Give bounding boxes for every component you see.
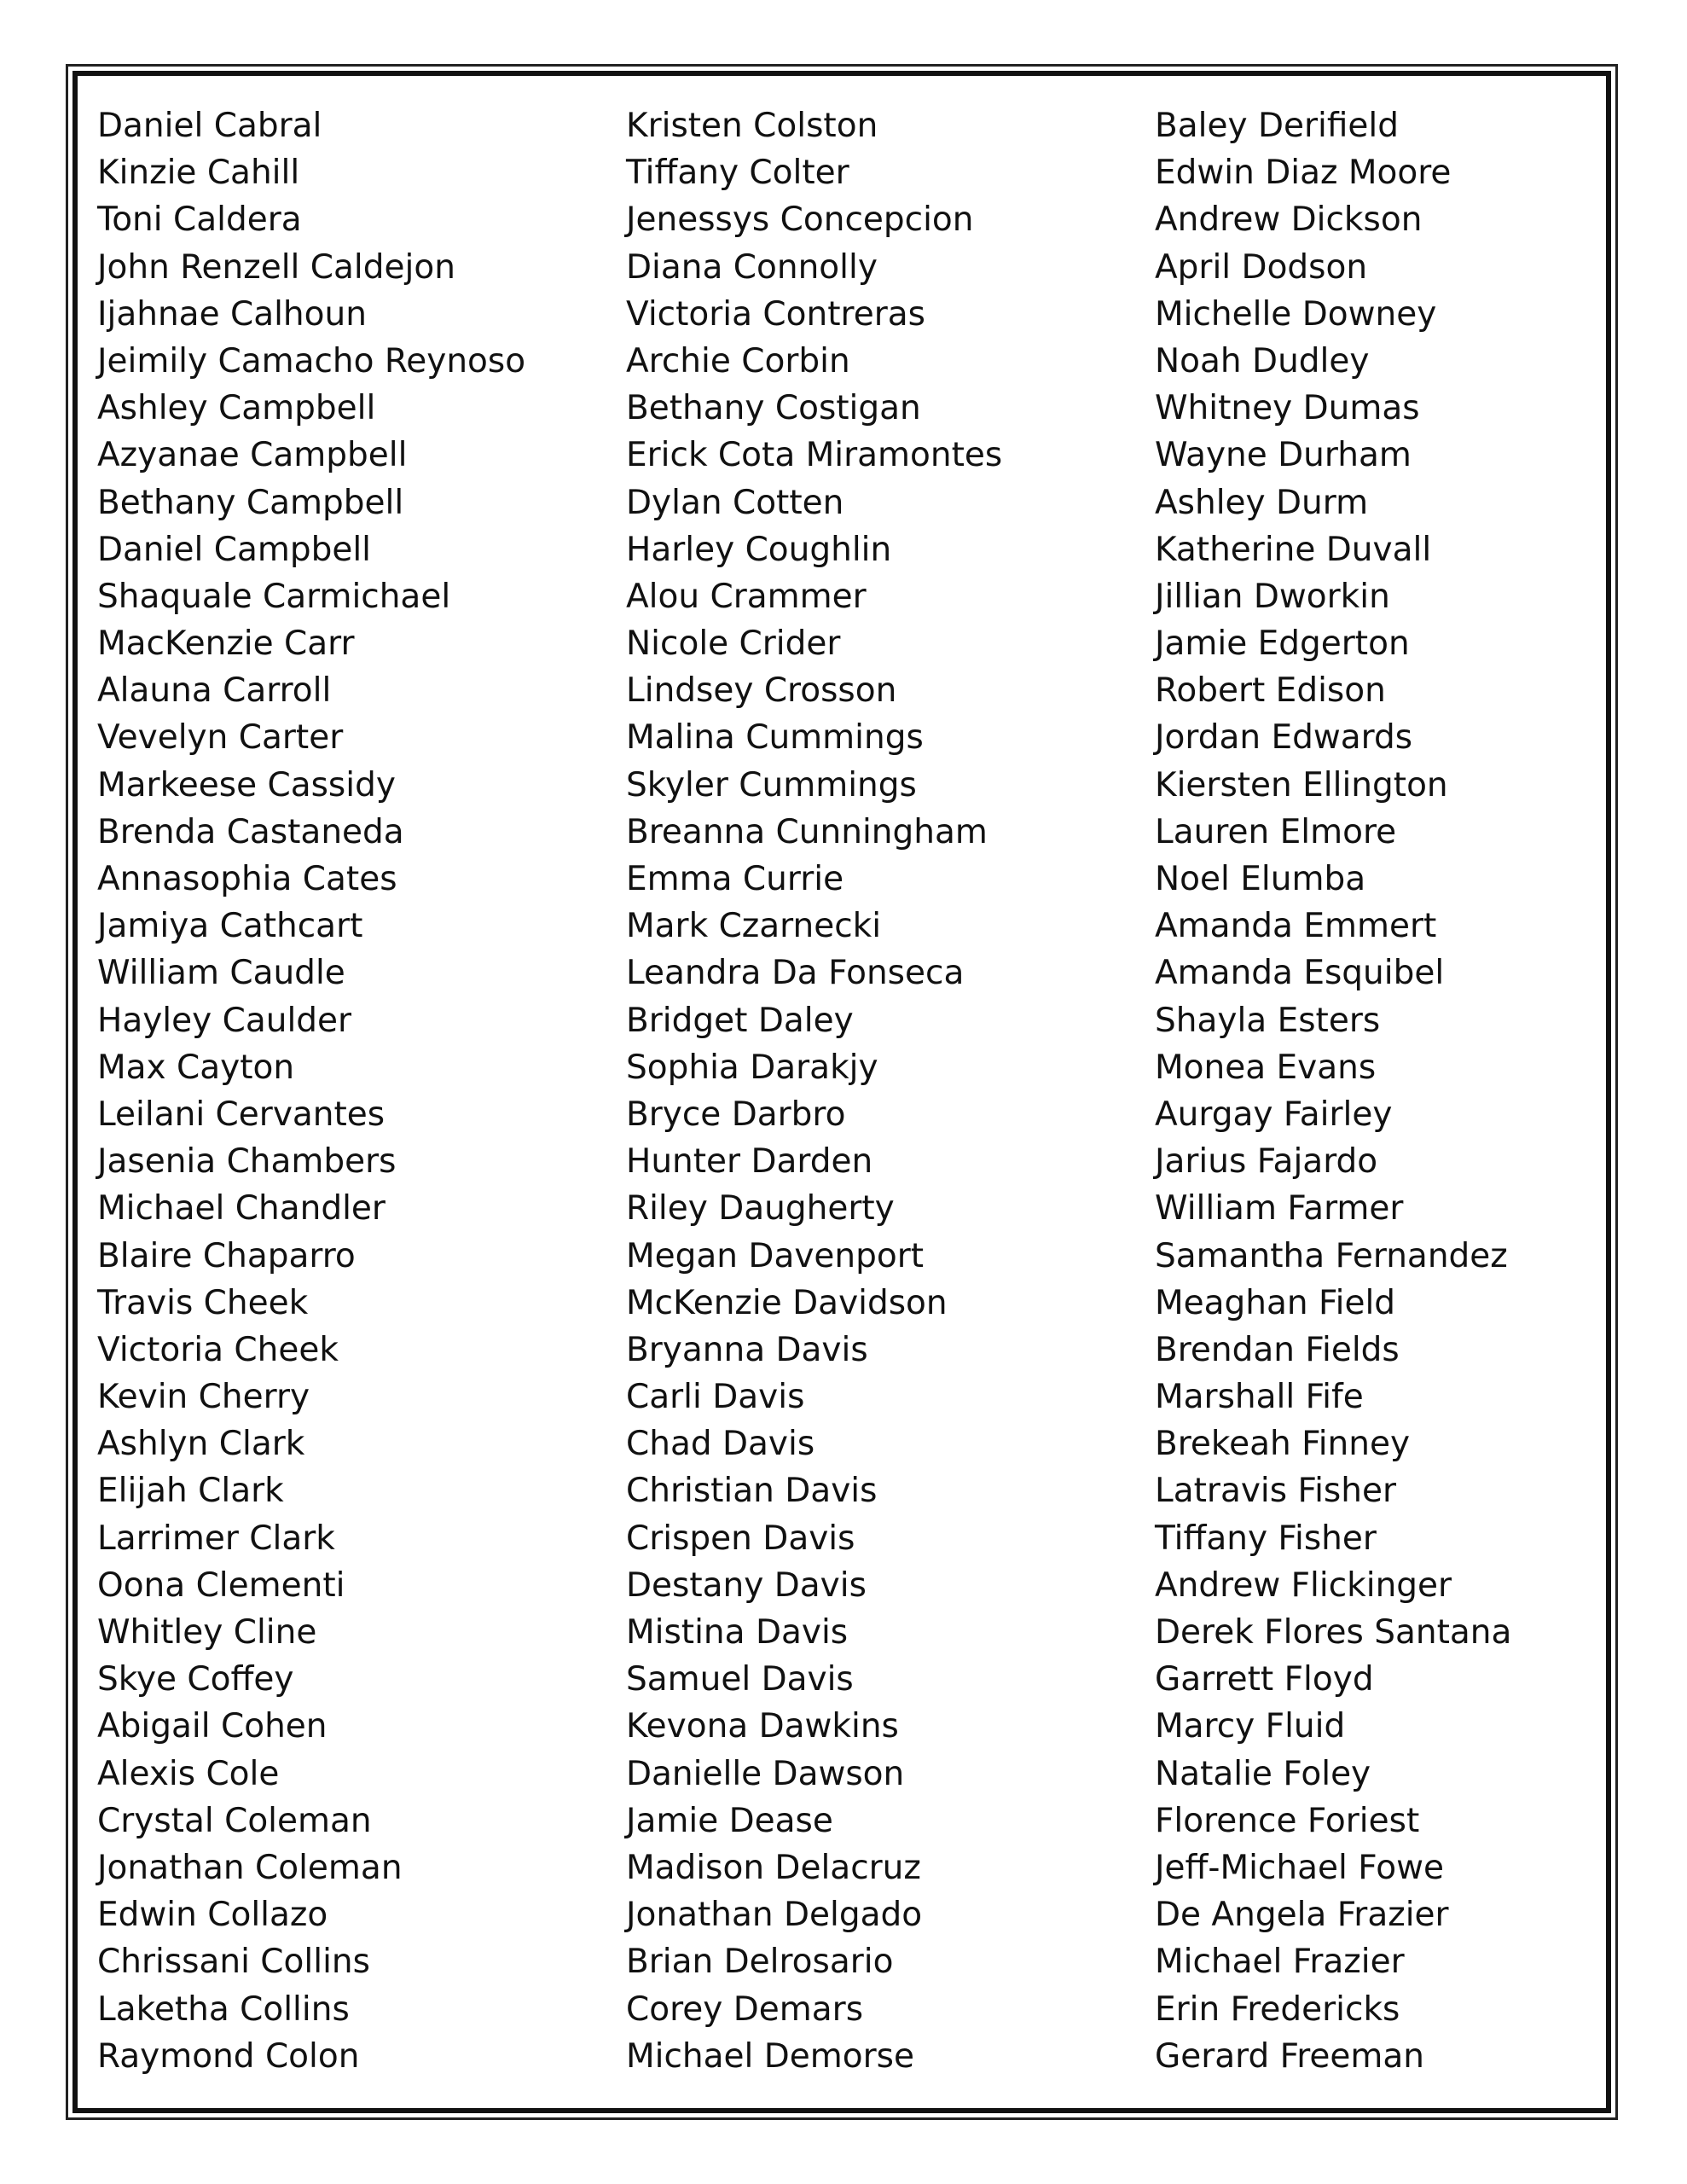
name-entry: Crispen Davis [626,1519,855,1558]
name-entry: Madison Delacruz [626,1848,921,1887]
name-entry: Bethany Campbell [97,483,404,522]
name-entry: Ashley Durm [1155,483,1369,522]
name-entry: Christian Davis [626,1472,878,1511]
name-entry: Michael Chandler [97,1189,386,1228]
name-entry: Harley Coughlin [626,530,892,569]
name-entry: Leandra Da Fonseca [626,954,965,993]
name-entry: Elijah Clark [97,1472,284,1511]
name-entry: Amanda Emmert [1155,907,1437,946]
name-entry: Whitney Dumas [1155,389,1420,428]
name-entry: Brekeah Finney [1155,1425,1411,1464]
name-entry: Bryanna Davis [626,1330,868,1369]
name-entry: Leilani Cervantes [97,1095,386,1134]
name-column-1 [97,102,525,2080]
name-entry: April Dodson [1155,247,1368,287]
name-entry: Skye Coffey [97,1660,294,1699]
name-entry: Ashley Campbell [97,389,376,428]
name-entry: Alauna Carroll [97,671,332,711]
name-entry: Tiffany Fisher [1155,1519,1377,1558]
name-entry: Erin Fredericks [1155,1989,1400,2029]
name-entry: Edwin Diaz Moore [1155,154,1452,193]
name-entry: Alou Crammer [626,577,867,616]
name-entry: Chad Davis [626,1425,815,1464]
name-entry: Markeese Cassidy [97,765,396,804]
name-entry: Vevelyn Carter [97,718,344,758]
name-entry: Kinzie Cahill [97,154,300,193]
name-entry: Meaghan Field [1155,1283,1396,1322]
name-entry: Lindsey Crosson [626,671,897,711]
name-entry: Michelle Downey [1155,294,1437,334]
name-entry: Kevin Cherry [97,1378,310,1417]
name-entry: Jordan Edwards [1155,718,1413,758]
name-entry: Larrimer Clark [97,1519,335,1558]
name-entry: Marcy Fluid [1155,1707,1346,1746]
name-entry: Malina Cummings [626,718,924,758]
name-entry: Kristen Colston [626,107,878,145]
name-entry: Nicole Crider [626,624,841,664]
name-entry: Ijahnae Calhoun [97,294,367,334]
name-entry: Mistina Davis [626,1613,849,1652]
name-entry: Blaire Chaparro [97,1236,356,1275]
name-entry: Garrett Floyd [1155,1660,1374,1699]
name-entry: Alexis Cole [97,1754,280,1793]
name-entry: Tiffany Colter [626,154,849,193]
name-entry: Brian Delrosario [626,1943,894,1982]
name-entry: Azyanae Campbell [97,436,408,475]
name-entry: Archie Corbin [626,341,850,380]
name-entry: Carli Davis [626,1378,805,1417]
name-entry: Corey Demars [626,1989,864,2029]
name-entry: Noah Dudley [1155,341,1370,380]
name-entry: Erick Cota Miramontes [626,436,1003,475]
name-entry: Laketha Collins [97,1989,350,2029]
name-entry: Bethany Costigan [626,389,921,428]
name-entry: Natalie Foley [1155,1754,1371,1793]
name-entry: Latravis Fisher [1155,1472,1396,1511]
name-entry: Danielle Dawson [626,1754,905,1793]
name-entry: Riley Daugherty [626,1189,895,1228]
name-entry: Brenda Castaneda [97,812,404,851]
name-entry: Edwin Collazo [97,1896,328,1935]
name-entry: Marshall Fife [1155,1378,1364,1417]
name-entry: Monea Evans [1155,1048,1377,1087]
name-entry: Toni Caldera [97,200,302,240]
name-entry: Dylan Cotten [626,483,844,522]
name-entry: William Caudle [97,954,345,993]
name-entry: Florence Foriest [1155,1801,1420,1840]
name-list [97,102,1590,2082]
name-entry: Jeimily Camacho Reynoso [97,341,526,380]
name-entry: Jasenia Chambers [97,1142,397,1182]
name-entry: Victoria Contreras [626,294,925,334]
name-entry: John Renzell Caldejon [97,247,455,287]
name-entry: Kiersten Ellington [1155,765,1448,804]
name-entry: Robert Edison [1155,671,1386,711]
name-column-3 [1155,102,1511,2080]
name-entry: Michael Demorse [626,2036,914,2076]
name-entry: Megan Davenport [626,1236,925,1275]
name-entry: Shayla Esters [1155,1001,1381,1040]
name-entry: Jonathan Delgado [626,1896,923,1935]
name-entry: Travis Cheek [97,1283,309,1322]
name-entry: Derek Flores Santana [1155,1613,1512,1652]
name-entry: Samuel Davis [626,1660,854,1699]
name-entry: Noel Elumba [1155,860,1366,898]
name-entry: Abigail Cohen [97,1707,328,1746]
name-entry: Raymond Colon [97,2036,360,2076]
name-entry: Aurgay Fairley [1155,1095,1393,1134]
name-entry: Jenessys Concepcion [626,200,974,240]
name-entry: Wayne Durham [1155,436,1412,475]
name-entry: Daniel Cabral [97,107,322,145]
name-entry: Chrissani Collins [97,1943,370,1982]
name-entry: Sophia Darakjy [626,1048,878,1087]
name-entry: Lauren Elmore [1155,812,1397,851]
name-entry: Jarius Fajardo [1155,1142,1378,1182]
name-entry: Breanna Cunningham [626,812,988,851]
name-entry: William Farmer [1155,1189,1404,1228]
name-entry: Katherine Duvall [1155,530,1432,569]
name-entry: Samantha Fernandez [1155,1236,1508,1275]
name-entry: Jamiya Cathcart [97,907,363,946]
name-entry: Amanda Esquibel [1155,954,1445,993]
name-entry: Jamie Dease [626,1801,833,1840]
name-entry: Daniel Campbell [97,530,372,569]
name-entry: Mark Czarnecki [626,907,882,946]
name-entry: Victoria Cheek [97,1330,339,1369]
name-entry: Brendan Fields [1155,1330,1400,1369]
name-entry: Jonathan Coleman [97,1848,403,1887]
name-entry: McKenzie Davidson [626,1283,948,1322]
name-column-2 [626,102,1002,2080]
name-entry: Andrew Flickinger [1155,1565,1452,1605]
name-entry: Destany Davis [626,1565,867,1605]
name-entry: Michael Frazier [1155,1943,1405,1982]
name-entry: Kevona Dawkins [626,1707,899,1746]
name-entry: Ashlyn Clark [97,1425,305,1464]
name-entry: Baley Derifield [1155,107,1400,145]
name-entry: De Angela Frazier [1155,1896,1449,1935]
name-entry: Andrew Dickson [1155,200,1423,240]
name-entry: Skyler Cummings [626,765,917,804]
name-entry: Jeff-Michael Fowe [1155,1848,1445,1887]
name-entry: Bridget Daley [626,1001,854,1040]
name-entry: Emma Currie [626,860,844,898]
name-entry: Whitley Cline [97,1613,317,1652]
name-entry: MacKenzie Carr [97,624,355,664]
name-entry: Crystal Coleman [97,1801,372,1840]
name-entry: Annasophia Cates [97,860,397,898]
name-entry: Hayley Caulder [97,1001,352,1040]
name-entry: Max Cayton [97,1048,295,1087]
name-entry: Jamie Edgerton [1155,624,1410,664]
name-entry: Jillian Dworkin [1155,577,1390,616]
name-entry: Hunter Darden [626,1142,873,1182]
name-entry: Gerard Freeman [1155,2036,1425,2076]
name-entry: Diana Connolly [626,247,878,287]
name-entry: Oona Clementi [97,1565,345,1605]
name-entry: Bryce Darbro [626,1095,846,1134]
name-entry: Shaquale Carmichael [97,577,451,616]
